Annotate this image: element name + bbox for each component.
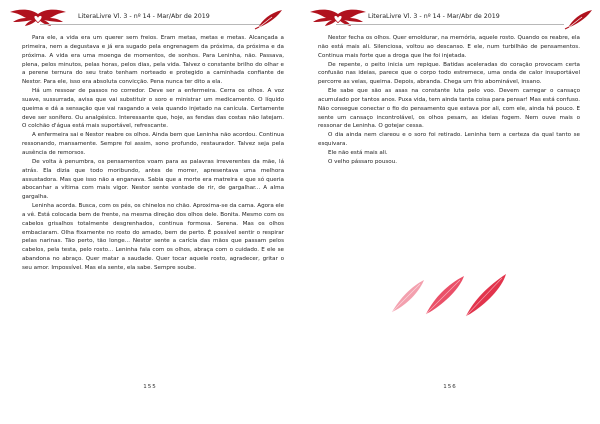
header-title: LiteraLivre Vl. 3 - nº 14 - Mar/Abr de 2019 [368, 13, 500, 20]
header-rule [336, 24, 564, 25]
feather-icon [426, 276, 464, 314]
feather-icon [466, 274, 506, 316]
paragraph: Para ele, a vida era um querer sem freios. Eram metas, metas e metas. Alcançada a primeira, nem a degustava e já era sugado pela engrenagem da próxima, da próxima e da próxima. A vida era uma moenga de momentos, de sonhos. Para Leninha, não. Passava, plena, pelos minutos, pelas horas, pelos dias, pela vida. Talvez o constante brilho do olhar e a perene ternura do seu trato tenham norteado e protegido a caminhada confiante de Nestor. Para ele, isso era absoluta convicção. Pena nunca ter dito a ela. [22, 35, 284, 86]
paragraph: Há um ressoar de passos no corredor. Deve ser a enfermeira. Cerra os olhos. A voz suave, sussurrada, avisa que vai substituir o soro e ministrar um medicamento. O líquido queima e dá a sensação que vai rasgando a veia quando injetado na canícula. Certamente deve ser sonífero. Ou analgésico. Interessante que, hoje, as fendas das costas não latejam. O colchão d'água está mais suportável, refrescante. [22, 88, 284, 130]
paragraph: Leninha acorda. Busca, com os pés, os chinelos no chão. Aproxima-se da cama. Agora ele a vê. Está colocada bem de frente, na mesma direção dos olhos dele. Bonita. Mesmo com os cabelos grisalhos totalmente desgrenhados, continua formosa. Serena. Mas os olhos embaciaram. Olha fixamente no rosto do amado, bem de perto. É possível sentir o respirar pelas narinas. Tão perto, tão longe... Nestor sente a carícia das mãos que passam pelos cabelos, pela testa, pelo rosto... Leninha fala com os olhos, abraça com o cuidado. E ele se abandona no abraço. Quer matar a saudade. Quer tocar aquele rosto, agradecer, gritar o seu amor. Impossível. Mas ela sente, ela sabe. Sempre soube. [22, 203, 284, 271]
header-rule [40, 24, 260, 25]
paragraph: O velho pássaro pousou. [328, 158, 398, 165]
paragraph: Ele sabe que são as asas na constante luta pelo voo. Devem carregar o cansaço acumulado por tantos anos. Puxa vida, tem ainda tanta coisa para pensar! Mas está confuso. Não consegue conectar o fio do pensamento que estava por ali, com ele, ainda há pouco. E sente um cansaço incontrolável, os olhos pesam, as ideias fogem. Nem ouve mais o ressonar de Leninha. O gotejar cessa. [318, 88, 580, 130]
paragraph: O dia ainda nem clareou e o soro foi retirado. Leninha tem a certeza da qual tanto se esquivara. [318, 132, 580, 148]
page-text [318, 34, 580, 167]
winged-heart-logo-icon [308, 8, 368, 28]
page-number: 156 [443, 384, 457, 390]
quill-pen-icon [564, 8, 594, 30]
paragraph: A enfermeira sai e Nestor reabre os olhos. Ainda bem que Leninha não acordou. Continua ressonando, mansamente. Sempre foi assim, sono profundo, restaurador. Talvez seja pela ausência de remorsos. [22, 132, 284, 156]
feather-icon [392, 280, 424, 312]
header-title: LiteraLivre Vl. 3 - nº 14 - Mar/Abr de 2019 [78, 13, 210, 20]
paragraph: Nestor fecha os olhos. Quer emoldurar, na memória, aquele rosto. Quando os reabre, ela não está mais ali. Silenciosa, voltou ao descanso. E ele, num turbilhão de pensamentos. Continua mais forte que a droga que lhe foi injetada. [318, 35, 580, 59]
page-number: 155 [143, 384, 157, 390]
page-header [0, 6, 300, 28]
paragraph: De volta à penumbra, os pensamentos voam para as palavras irreverentes da mãe, lá atrás. Ela dizia que todo moribundo, antes de morrer, apresentava uma melhora assustadora. Mas que isso não a enganava. Sabia que a morte era matreira e que só queria abocanhar a vítima com mais vigor. Nestor sente vontade de rir, de gargalhar... A alma gargalha. [22, 158, 284, 201]
page-header [300, 6, 600, 28]
paragraph: Ele não está mais ali. [328, 149, 388, 156]
quill-pen-icon [254, 8, 284, 30]
paragraph: De repente, o peito inicia um repique. Batidas aceleradas do coração provocam certa confusão nas ideias, parece que o corpo todo estremece, uma onda de calor insuportável percorre as veias, queima. Depois, abranda. Chega um frio abominável, insano. [318, 61, 580, 86]
three-feathers-illustration [390, 268, 510, 318]
right-page [300, 0, 600, 424]
winged-heart-logo-icon [8, 8, 68, 28]
page-text [22, 34, 284, 273]
